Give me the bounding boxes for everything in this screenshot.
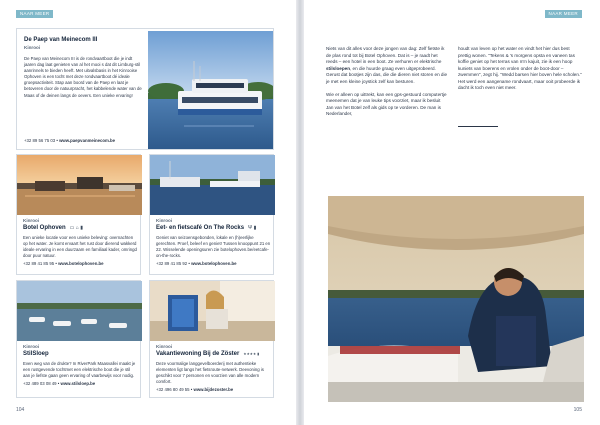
card-phone: +32 89 41 85 95 • xyxy=(23,261,57,267)
feature-card-paep xyxy=(16,28,274,150)
botel-photo xyxy=(17,155,142,215)
card-body: Even weg van de drukte? In RiverPark Maasvallei maakt je een rustgevende tochtmet een elektrische boot die je stil aan je liefste gaan geen ervaring of vaarbewijs voor nodig. xyxy=(23,361,136,379)
card-location: Kinrooi xyxy=(23,344,40,349)
feature-website[interactable]: www.paepvanmeinecom.be xyxy=(59,138,116,143)
article-column-1: Niets van dit alles voor deze jongen van dag: Zelf fietste ik de plas rond tot bij Botel Ophoven. Dat is – je raadt het reeds – een hotel in een boot. Ze verhuren er elektrische stilsloepen, en die huurde graag even uitgeprobeerd. Gerust dat bootjes zijn das, die die dieren niet storen en die je met een kleine joystick zelf kan besturen. Wie er alleen op uittrekt, kan een gps-gestuurd computertje meenemen dat je van leuke tips voorziet, maar ik besluit Jan van het Botel zelf als gids op te vorderen. De man is Nederlander, xyxy=(326,46,448,116)
feature-location: Kinrooi xyxy=(24,45,41,50)
card-website[interactable]: www.botelophoven.be xyxy=(191,261,237,267)
stilsloep-photo xyxy=(17,281,142,341)
man-in-boat-image xyxy=(328,196,584,402)
card-contact xyxy=(156,387,271,392)
card-website[interactable]: www.botelophoven.be xyxy=(58,261,104,267)
card-title: Botel Ophoven xyxy=(23,225,66,231)
amenity-icons: Ψ ▮ xyxy=(248,225,257,231)
card-botel-ophoven xyxy=(16,154,141,275)
card-phone: +32 89 41 85 92 • xyxy=(156,261,190,267)
page-number-right: 105 xyxy=(573,407,582,413)
girl-reading-image xyxy=(150,281,275,341)
feature-body: De Paep van Meinecom III is de rondvaartboot die je indt jaaren dag laat genieten van al het mooi s dat dit Limburg-stil aanrinnels te bieden heeft. Met uitvalsbasis in het Kinrooise Ophoven is een tocht met deze rondvaartboot dé ideale groepsactiviteit. Stap aan boord van de Paep en laat je betoveren door de natuurpracht, het kabbelende water van de Maas of de deinen langs de oevers. Een unieke ervaring! xyxy=(24,56,142,98)
end-rule xyxy=(458,126,498,127)
card-body: Geniet van seizoensgebonden, lokale en (h)eerlijke gerechten. Proef, beleef en geniet! Tussen knooppunt 21 en 22. Wisselende openingsuren zie botelophoven.be/eetcafe-on-the-rocks. xyxy=(156,235,271,259)
card-stilsloep xyxy=(16,280,141,398)
boat-photo xyxy=(148,31,273,149)
card-bij-de-zoster xyxy=(149,280,274,398)
zoster-photo xyxy=(150,281,275,341)
highlight-stilsloepen: stilsloepen xyxy=(326,65,350,71)
card-body: Een unieke locatie voor een unieke beleving: overnachten op het water. Je komt ervaart het rust door dierend wakkerd ideale ervaring in een duurzaam en familiaal kader, omringd door puur natuur. xyxy=(23,235,137,259)
feature-contact xyxy=(24,138,115,143)
card-title: StilSloep xyxy=(23,351,49,357)
card-phone: +32 489 03 08 49 • xyxy=(23,381,60,387)
card-title: Vakantiewoning Bij de Zöster xyxy=(156,351,240,357)
amenity-icons: ▭ ⌂ ▮ xyxy=(69,225,83,231)
marina-image xyxy=(150,155,275,215)
left-page xyxy=(0,0,296,425)
electric-boats-image xyxy=(17,281,142,341)
spread-gutter xyxy=(296,0,304,425)
right-page xyxy=(304,0,600,425)
section-tag: NAAR MEER xyxy=(545,10,582,18)
boat-cabin-photo xyxy=(328,196,584,402)
star-rating-icons: ★★★★ ▮ xyxy=(243,352,260,356)
rocks-photo xyxy=(150,155,275,215)
card-phone: +32 496 80 49 55 • xyxy=(156,387,193,393)
article-column-2: houdt van leven op het water en vindt het hier dus best prettig wonen. "Tekens & 's morgens opsta en vaneen tas koffie geniet op het terras van m'n kajuit, zie ik een hoop kuniets van boerens en vrolen onder de boot-door – zwemmen", zegt hij. "Wedd barsen hier boven hele scholen." Het werd een aangename rondvaart, maar ooit probeerde ik dacht ik toch even niet meer. xyxy=(458,46,582,90)
card-location: Kinrooi xyxy=(23,218,40,223)
card-body: Deze voormalige langgevelboerderij met authentieke elementen ligt langs het fietsroute-netwerk. Deevoning is geschikt voor 7 personen en voorzien van alle modern comfort. xyxy=(156,361,264,385)
card-contact xyxy=(23,261,138,266)
card-website[interactable]: www.stilsloep.be xyxy=(60,381,96,387)
section-tag: NAAR MEER xyxy=(16,10,53,18)
sunset-harbor-image xyxy=(17,155,142,215)
feature-phone: +32 89 56 75 03 • xyxy=(24,138,58,143)
card-location: Kinrooi xyxy=(156,344,173,349)
page-number-left: 104 xyxy=(16,407,25,413)
card-title: Eet- en fietscafé On The Rocks xyxy=(156,225,245,231)
card-website[interactable]: www.bijdezoster.be xyxy=(193,387,234,393)
card-contact xyxy=(156,261,271,266)
card-location: Kinrooi xyxy=(156,218,173,223)
card-on-the-rocks xyxy=(149,154,274,275)
feature-title: De Paep van Meinecom III xyxy=(24,37,98,43)
card-contact xyxy=(23,381,138,386)
riverboat-image xyxy=(148,31,273,149)
